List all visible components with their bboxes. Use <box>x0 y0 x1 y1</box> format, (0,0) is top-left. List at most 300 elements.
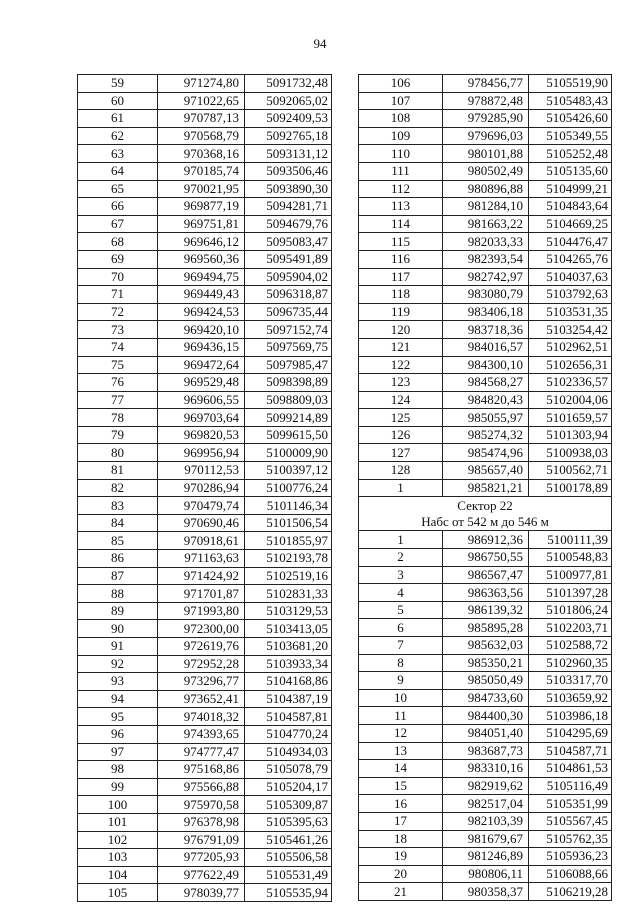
point-number-cell: 4 <box>359 584 443 602</box>
point-number-cell: 3 <box>359 566 443 584</box>
y-coordinate-cell: 5098809,03 <box>245 391 332 409</box>
y-coordinate-cell: 5101855,97 <box>245 532 332 550</box>
table-row <box>78 444 332 462</box>
point-number-cell: 123 <box>359 374 443 392</box>
table-row <box>78 391 332 409</box>
table-row <box>359 110 612 128</box>
point-number-cell: 118 <box>359 286 443 304</box>
point-number-cell: 82 <box>78 479 158 497</box>
table-row <box>78 831 332 849</box>
point-number-cell: 65 <box>78 180 158 198</box>
x-coordinate-cell: 971701,87 <box>158 585 245 603</box>
point-number-cell: 86 <box>78 550 158 568</box>
table-row <box>78 409 332 427</box>
table-row <box>78 374 332 392</box>
x-coordinate-cell: 979285,90 <box>443 110 529 128</box>
point-number-cell: 80 <box>78 444 158 462</box>
y-coordinate-cell: 5104843,64 <box>529 198 612 216</box>
table-row <box>78 497 332 515</box>
y-coordinate-cell: 5101806,24 <box>529 601 612 619</box>
point-number-cell: 108 <box>359 110 443 128</box>
sector-header-row <box>359 497 612 514</box>
y-coordinate-cell: 5102960,35 <box>529 654 612 672</box>
table-row <box>78 250 332 268</box>
table-row <box>78 743 332 761</box>
point-number-cell: 116 <box>359 250 443 268</box>
y-coordinate-cell: 5104265,76 <box>529 250 612 268</box>
table-row <box>78 268 332 286</box>
table-row <box>78 75 332 93</box>
y-coordinate-cell: 5105395,63 <box>245 813 332 831</box>
y-coordinate-cell: 5103317,70 <box>529 672 612 690</box>
y-coordinate-cell: 5105078,79 <box>245 761 332 779</box>
point-number-cell: 100 <box>78 796 158 814</box>
point-number-cell: 1 <box>359 479 443 497</box>
x-coordinate-cell: 986139,32 <box>443 601 529 619</box>
x-coordinate-cell: 983687,73 <box>443 742 529 760</box>
y-coordinate-cell: 5096318,87 <box>245 286 332 304</box>
x-coordinate-cell: 973296,77 <box>158 673 245 691</box>
point-number-cell: 73 <box>78 321 158 339</box>
point-number-cell: 122 <box>359 356 443 374</box>
y-coordinate-cell: 5093890,30 <box>245 180 332 198</box>
y-coordinate-cell: 5104476,47 <box>529 233 612 251</box>
table-row <box>359 584 612 602</box>
y-coordinate-cell: 5105349,55 <box>529 127 612 145</box>
y-coordinate-cell: 5100111,39 <box>529 531 612 549</box>
x-coordinate-cell: 974393,65 <box>158 725 245 743</box>
y-coordinate-cell: 5104861,53 <box>529 760 612 778</box>
y-coordinate-cell: 5105351,99 <box>529 795 612 813</box>
point-number-cell: 6 <box>359 619 443 637</box>
point-number-cell: 5 <box>359 601 443 619</box>
table-row <box>78 673 332 691</box>
y-coordinate-cell: 5103933,34 <box>245 655 332 673</box>
y-coordinate-cell: 5105135,60 <box>529 162 612 180</box>
table-row <box>78 356 332 374</box>
point-number-cell: 113 <box>359 198 443 216</box>
table-row <box>78 286 332 304</box>
x-coordinate-cell: 972952,28 <box>158 655 245 673</box>
point-number-cell: 87 <box>78 567 158 585</box>
x-coordinate-cell: 986363,56 <box>443 584 529 602</box>
y-coordinate-cell: 5091732,48 <box>245 75 332 93</box>
y-coordinate-cell: 5105567,45 <box>529 812 612 830</box>
table-row <box>359 198 612 216</box>
point-number-cell: 14 <box>359 760 443 778</box>
table-row <box>359 724 612 742</box>
y-coordinate-cell: 5097569,75 <box>245 338 332 356</box>
x-coordinate-cell: 984400,30 <box>443 707 529 725</box>
x-coordinate-cell: 970568,79 <box>158 127 245 145</box>
y-coordinate-cell: 5105506,58 <box>245 849 332 867</box>
point-number-cell: 21 <box>359 883 443 901</box>
point-number-cell: 2 <box>359 549 443 567</box>
point-number-cell: 7 <box>359 637 443 655</box>
x-coordinate-cell: 969436,15 <box>158 338 245 356</box>
point-number-cell: 64 <box>78 162 158 180</box>
x-coordinate-cell: 985055,97 <box>443 409 529 427</box>
y-coordinate-cell: 5104669,25 <box>529 215 612 233</box>
table-row <box>78 813 332 831</box>
x-coordinate-cell: 969646,12 <box>158 233 245 251</box>
point-number-cell: 62 <box>78 127 158 145</box>
x-coordinate-cell: 970479,74 <box>158 497 245 515</box>
point-number-cell: 106 <box>359 75 443 93</box>
y-coordinate-cell: 5106219,28 <box>529 883 612 901</box>
point-number-cell: 125 <box>359 409 443 427</box>
y-coordinate-cell: 5105531,49 <box>245 866 332 884</box>
x-coordinate-cell: 969420,10 <box>158 321 245 339</box>
x-coordinate-cell: 969529,48 <box>158 374 245 392</box>
x-coordinate-cell: 980101,88 <box>443 145 529 163</box>
x-coordinate-cell: 984016,57 <box>443 338 529 356</box>
table-row <box>78 321 332 339</box>
y-coordinate-cell: 5096735,44 <box>245 303 332 321</box>
table-row <box>359 162 612 180</box>
table-row <box>359 689 612 707</box>
table-row <box>78 180 332 198</box>
coordinates-table-left <box>77 74 332 902</box>
table-row <box>359 566 612 584</box>
x-coordinate-cell: 975970,58 <box>158 796 245 814</box>
x-coordinate-cell: 982919,62 <box>443 777 529 795</box>
point-number-cell: 110 <box>359 145 443 163</box>
y-coordinate-cell: 5105426,60 <box>529 110 612 128</box>
y-coordinate-cell: 5105204,17 <box>245 778 332 796</box>
point-number-cell: 109 <box>359 127 443 145</box>
point-number-cell: 126 <box>359 426 443 444</box>
y-coordinate-cell: 5092765,18 <box>245 127 332 145</box>
table-row <box>359 338 612 356</box>
x-coordinate-cell: 969877,19 <box>158 198 245 216</box>
x-coordinate-cell: 980358,37 <box>443 883 529 901</box>
point-number-cell: 104 <box>78 866 158 884</box>
table-row <box>359 391 612 409</box>
point-number-cell: 112 <box>359 180 443 198</box>
x-coordinate-cell: 969449,43 <box>158 286 245 304</box>
y-coordinate-cell: 5105309,87 <box>245 796 332 814</box>
x-coordinate-cell: 970368,16 <box>158 145 245 163</box>
point-number-cell: 102 <box>78 831 158 849</box>
table-row <box>78 849 332 867</box>
x-coordinate-cell: 982517,04 <box>443 795 529 813</box>
x-coordinate-cell: 975168,86 <box>158 761 245 779</box>
point-number-cell: 99 <box>78 778 158 796</box>
point-number-cell: 74 <box>78 338 158 356</box>
table-row <box>359 250 612 268</box>
x-coordinate-cell: 980806,11 <box>443 865 529 883</box>
table-row <box>78 479 332 497</box>
y-coordinate-cell: 5101303,94 <box>529 426 612 444</box>
table-row <box>78 110 332 128</box>
point-number-cell: 60 <box>78 92 158 110</box>
x-coordinate-cell: 970112,53 <box>158 462 245 480</box>
point-number-cell: 114 <box>359 215 443 233</box>
point-number-cell: 91 <box>78 638 158 656</box>
point-number-cell: 9 <box>359 672 443 690</box>
x-coordinate-cell: 982393,54 <box>443 250 529 268</box>
table-row <box>359 812 612 830</box>
x-coordinate-cell: 971993,80 <box>158 602 245 620</box>
table-row <box>78 620 332 638</box>
x-coordinate-cell: 969472,64 <box>158 356 245 374</box>
x-coordinate-cell: 974777,47 <box>158 743 245 761</box>
x-coordinate-cell: 978872,48 <box>443 92 529 110</box>
y-coordinate-cell: 5102656,31 <box>529 356 612 374</box>
y-coordinate-cell: 5100776,24 <box>245 479 332 497</box>
y-coordinate-cell: 5095904,02 <box>245 268 332 286</box>
y-coordinate-cell: 5093131,12 <box>245 145 332 163</box>
table-row <box>359 75 612 93</box>
x-coordinate-cell: 982033,33 <box>443 233 529 251</box>
table-row <box>78 198 332 216</box>
y-coordinate-cell: 5102203,71 <box>529 619 612 637</box>
table-row <box>78 725 332 743</box>
y-coordinate-cell: 5102519,16 <box>245 567 332 585</box>
table-row <box>359 356 612 374</box>
point-number-cell: 95 <box>78 708 158 726</box>
x-coordinate-cell: 975566,88 <box>158 778 245 796</box>
y-coordinate-cell: 5103254,42 <box>529 321 612 339</box>
table-row <box>78 655 332 673</box>
table-row <box>359 848 612 866</box>
y-coordinate-cell: 5105519,90 <box>529 75 612 93</box>
x-coordinate-cell: 981284,10 <box>443 198 529 216</box>
table-row <box>359 654 612 672</box>
x-coordinate-cell: 970918,61 <box>158 532 245 550</box>
y-coordinate-cell: 5098398,89 <box>245 374 332 392</box>
y-coordinate-cell: 5100397,12 <box>245 462 332 480</box>
y-coordinate-cell: 5103413,05 <box>245 620 332 638</box>
y-coordinate-cell: 5103792,63 <box>529 286 612 304</box>
x-coordinate-cell: 969956,94 <box>158 444 245 462</box>
table-row <box>359 233 612 251</box>
point-number-cell: 92 <box>78 655 158 673</box>
y-coordinate-cell: 5094679,76 <box>245 215 332 233</box>
table-row <box>78 233 332 251</box>
sector-title: Сектор 22 <box>359 497 612 514</box>
table-row <box>359 127 612 145</box>
point-number-cell: 96 <box>78 725 158 743</box>
table-row <box>78 426 332 444</box>
y-coordinate-cell: 5104587,71 <box>529 742 612 760</box>
point-number-cell: 66 <box>78 198 158 216</box>
x-coordinate-cell: 969703,64 <box>158 409 245 427</box>
y-coordinate-cell: 5101146,34 <box>245 497 332 515</box>
x-coordinate-cell: 985632,03 <box>443 637 529 655</box>
x-coordinate-cell: 986567,47 <box>443 566 529 584</box>
point-number-cell: 94 <box>78 690 158 708</box>
point-number-cell: 88 <box>78 585 158 603</box>
point-number-cell: 107 <box>359 92 443 110</box>
table-row <box>359 92 612 110</box>
x-coordinate-cell: 984733,60 <box>443 689 529 707</box>
x-coordinate-cell: 985350,21 <box>443 654 529 672</box>
table-row <box>78 761 332 779</box>
x-coordinate-cell: 969606,55 <box>158 391 245 409</box>
y-coordinate-cell: 5106088,66 <box>529 865 612 883</box>
y-coordinate-cell: 5102193,78 <box>245 550 332 568</box>
point-number-cell: 16 <box>359 795 443 813</box>
y-coordinate-cell: 5100977,81 <box>529 566 612 584</box>
table-row <box>78 532 332 550</box>
x-coordinate-cell: 986750,55 <box>443 549 529 567</box>
point-number-cell: 111 <box>359 162 443 180</box>
table-row <box>359 619 612 637</box>
y-coordinate-cell: 5095083,47 <box>245 233 332 251</box>
table-row <box>78 567 332 585</box>
x-coordinate-cell: 981679,67 <box>443 830 529 848</box>
x-coordinate-cell: 969751,81 <box>158 215 245 233</box>
point-number-cell: 76 <box>78 374 158 392</box>
table-row <box>78 796 332 814</box>
x-coordinate-cell: 969494,75 <box>158 268 245 286</box>
point-number-cell: 59 <box>78 75 158 93</box>
x-coordinate-cell: 977205,93 <box>158 849 245 867</box>
point-number-cell: 67 <box>78 215 158 233</box>
point-number-cell: 15 <box>359 777 443 795</box>
point-number-cell: 69 <box>78 250 158 268</box>
table-row <box>359 180 612 198</box>
x-coordinate-cell: 982103,39 <box>443 812 529 830</box>
x-coordinate-cell: 985821,21 <box>443 479 529 497</box>
table-row <box>359 215 612 233</box>
y-coordinate-cell: 5102588,72 <box>529 637 612 655</box>
x-coordinate-cell: 984300,10 <box>443 356 529 374</box>
y-coordinate-cell: 5097985,47 <box>245 356 332 374</box>
table-row <box>359 531 612 549</box>
y-coordinate-cell: 5105762,35 <box>529 830 612 848</box>
point-number-cell: 101 <box>78 813 158 831</box>
y-coordinate-cell: 5104387,19 <box>245 690 332 708</box>
point-number-cell: 71 <box>78 286 158 304</box>
point-number-cell: 117 <box>359 268 443 286</box>
y-coordinate-cell: 5105116,49 <box>529 777 612 795</box>
table-row <box>359 426 612 444</box>
y-coordinate-cell: 5103681,20 <box>245 638 332 656</box>
x-coordinate-cell: 985050,49 <box>443 672 529 690</box>
x-coordinate-cell: 983718,36 <box>443 321 529 339</box>
table-row <box>359 303 612 321</box>
x-coordinate-cell: 971274,80 <box>158 75 245 93</box>
y-coordinate-cell: 5097152,74 <box>245 321 332 339</box>
table-row <box>78 514 332 532</box>
y-coordinate-cell: 5102336,57 <box>529 374 612 392</box>
y-coordinate-cell: 5103129,53 <box>245 602 332 620</box>
table-row <box>359 777 612 795</box>
page-number: 94 <box>313 36 327 51</box>
y-coordinate-cell: 5105535,94 <box>245 884 332 902</box>
x-coordinate-cell: 977622,49 <box>158 866 245 884</box>
y-coordinate-cell: 5103659,92 <box>529 689 612 707</box>
point-number-cell: 84 <box>78 514 158 532</box>
x-coordinate-cell: 969820,53 <box>158 426 245 444</box>
y-coordinate-cell: 5099214,89 <box>245 409 332 427</box>
y-coordinate-cell: 5095491,89 <box>245 250 332 268</box>
y-coordinate-cell: 5100178,89 <box>529 479 612 497</box>
table-row <box>359 883 612 901</box>
x-coordinate-cell: 985274,32 <box>443 426 529 444</box>
point-number-cell: 75 <box>78 356 158 374</box>
point-number-cell: 97 <box>78 743 158 761</box>
table-row <box>78 215 332 233</box>
table-row <box>359 707 612 725</box>
table-row <box>78 550 332 568</box>
table-row <box>359 479 612 497</box>
table-row <box>359 795 612 813</box>
x-coordinate-cell: 984051,40 <box>443 724 529 742</box>
point-number-cell: 20 <box>359 865 443 883</box>
table-row <box>359 672 612 690</box>
table-row <box>78 145 332 163</box>
table-row <box>359 742 612 760</box>
sector-subtitle: Набс от 542 м до 546 м <box>359 514 612 531</box>
table-row <box>78 708 332 726</box>
x-coordinate-cell: 970690,46 <box>158 514 245 532</box>
y-coordinate-cell: 5105936,23 <box>529 848 612 866</box>
point-number-cell: 12 <box>359 724 443 742</box>
x-coordinate-cell: 985657,40 <box>443 462 529 480</box>
coordinates-table-right <box>358 74 612 901</box>
y-coordinate-cell: 5104168,86 <box>245 673 332 691</box>
y-coordinate-cell: 5104587,81 <box>245 708 332 726</box>
point-number-cell: 68 <box>78 233 158 251</box>
point-number-cell: 18 <box>359 830 443 848</box>
point-number-cell: 10 <box>359 689 443 707</box>
y-coordinate-cell: 5105461,26 <box>245 831 332 849</box>
y-coordinate-cell: 5101397,28 <box>529 584 612 602</box>
x-coordinate-cell: 981663,22 <box>443 215 529 233</box>
table-row <box>78 585 332 603</box>
x-coordinate-cell: 971424,92 <box>158 567 245 585</box>
table-row <box>359 374 612 392</box>
x-coordinate-cell: 971163,63 <box>158 550 245 568</box>
point-number-cell: 105 <box>78 884 158 902</box>
y-coordinate-cell: 5104295,69 <box>529 724 612 742</box>
y-coordinate-cell: 5100009,90 <box>245 444 332 462</box>
y-coordinate-cell: 5103986,18 <box>529 707 612 725</box>
x-coordinate-cell: 984568,27 <box>443 374 529 392</box>
point-number-cell: 61 <box>78 110 158 128</box>
x-coordinate-cell: 980502,49 <box>443 162 529 180</box>
y-coordinate-cell: 5100562,71 <box>529 462 612 480</box>
y-coordinate-cell: 5104037,63 <box>529 268 612 286</box>
x-coordinate-cell: 983406,18 <box>443 303 529 321</box>
point-number-cell: 81 <box>78 462 158 480</box>
y-coordinate-cell: 5093506,46 <box>245 162 332 180</box>
y-coordinate-cell: 5102004,06 <box>529 391 612 409</box>
x-coordinate-cell: 969424,53 <box>158 303 245 321</box>
table-row <box>78 602 332 620</box>
point-number-cell: 63 <box>78 145 158 163</box>
point-number-cell: 77 <box>78 391 158 409</box>
table-row <box>359 637 612 655</box>
y-coordinate-cell: 5100938,03 <box>529 444 612 462</box>
table-row <box>78 884 332 902</box>
x-coordinate-cell: 983310,16 <box>443 760 529 778</box>
point-number-cell: 83 <box>78 497 158 515</box>
x-coordinate-cell: 973652,41 <box>158 690 245 708</box>
point-number-cell: 93 <box>78 673 158 691</box>
point-number-cell: 13 <box>359 742 443 760</box>
table-row <box>359 865 612 883</box>
table-row <box>78 638 332 656</box>
y-coordinate-cell: 5100548,83 <box>529 549 612 567</box>
x-coordinate-cell: 970185,74 <box>158 162 245 180</box>
point-number-cell: 79 <box>78 426 158 444</box>
table-row <box>359 145 612 163</box>
